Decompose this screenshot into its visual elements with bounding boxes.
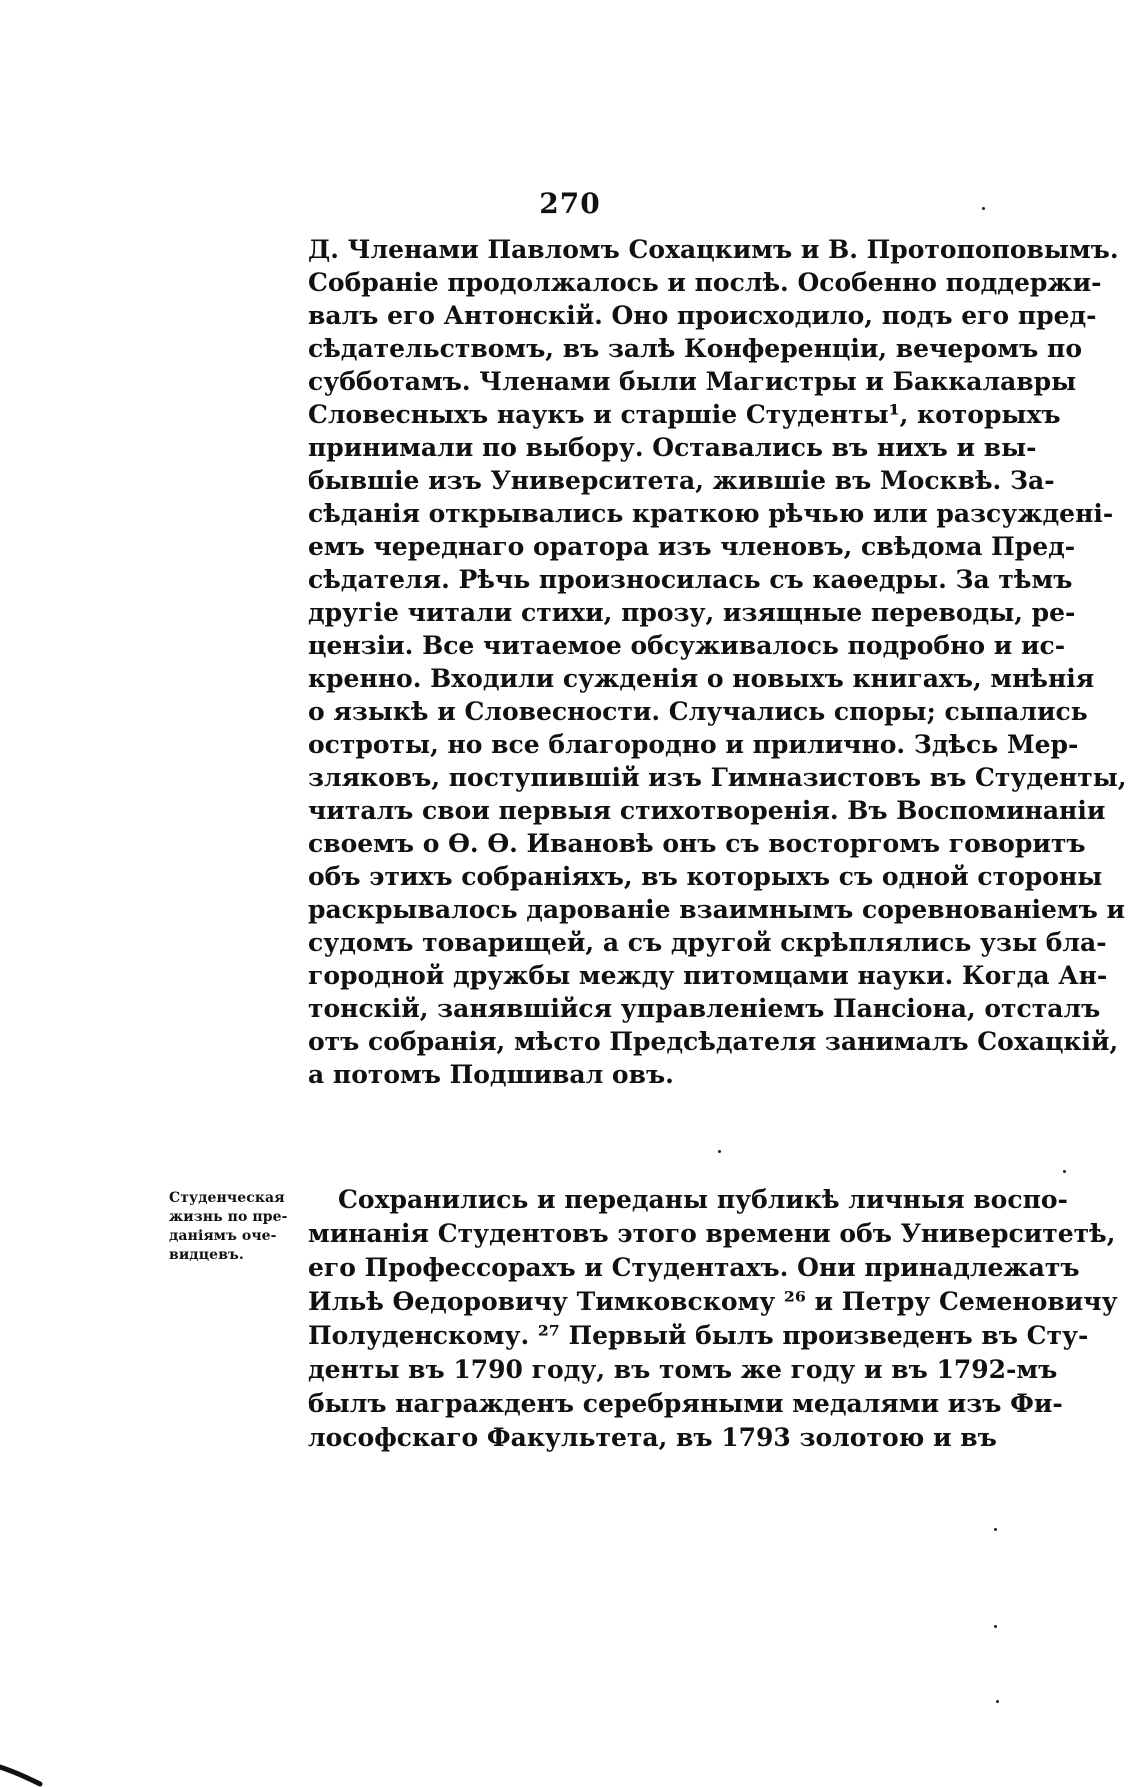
text-line: раскрывалось дарованіе взаимнымъ соревнованіемъ и xyxy=(308,895,1126,924)
text-line: объ этихъ собраніяхъ, въ которыхъ съ одной стороны xyxy=(308,862,1103,891)
text-line: былъ награжденъ серебряными медалями изъ Фи- xyxy=(308,1389,1063,1418)
text-line: лософскаго Факультета, въ 1793 золотою и въ xyxy=(308,1423,997,1452)
text-line: валъ его Антонскій. Оно происходило, подъ его пред- xyxy=(308,301,1097,330)
marginal-note-line: Студенческая xyxy=(169,1190,285,1206)
scan-speck xyxy=(982,207,985,210)
marginal-note-line: жизнь по пре- xyxy=(169,1209,288,1225)
text-line: а потомъ Подшивал овъ. xyxy=(308,1060,674,1089)
text-line: минанія Студентовъ этого времени объ Университетѣ, xyxy=(308,1219,1116,1248)
marginal-note-line: видцевъ. xyxy=(169,1247,244,1263)
text-line: субботамъ. Членами были Магистры и Баккалавры xyxy=(308,367,1077,396)
text-line: судомъ товарищей, а съ другой скрѣплялись узы бла- xyxy=(308,928,1107,957)
text-line: сѣдательствомъ, въ залѣ Конференціи, вечеромъ по xyxy=(308,334,1082,363)
text-line: городной дружбы между питомцами науки. Когда Ан- xyxy=(308,961,1108,990)
text-line: цензіи. Все читаемое обсуживалось подробно и ис- xyxy=(308,631,1066,660)
text-line: принимали по выбору. Оставались въ нихъ и вы- xyxy=(308,433,1037,462)
scan-speck xyxy=(996,1700,999,1703)
text-line: тонскій, занявшійся управленіемъ Пансіона, отсталъ xyxy=(308,994,1101,1023)
scan-speck xyxy=(718,1150,721,1153)
scan-edge-mark xyxy=(0,1763,46,1787)
marginal-note-line: даніямъ оче- xyxy=(169,1228,277,1244)
text-line: другіе читали стихи, прозу, изящные переводы, ре- xyxy=(308,598,1076,627)
page-number: 270 xyxy=(539,187,601,220)
text-line: своемъ о Ѳ. Ѳ. Ивановѣ онъ съ восторгомъ говоритъ xyxy=(308,829,1086,858)
text-line: сѣданія открывались краткою рѣчью или разсужденi- xyxy=(308,499,1114,528)
text-line: Полуденскому. ²⁷ Первый былъ произведенъ въ Сту- xyxy=(308,1321,1089,1350)
text-line: Ильѣ Ѳедоровичу Тимковскому ²⁶ и Петру Семеновичу xyxy=(308,1287,1118,1316)
text-line: Словесныхъ наукъ и старшіе Студенты¹, которыхъ xyxy=(308,400,1061,429)
text-line: о языкѣ и Словесности. Случались споры; сыпались xyxy=(308,697,1088,726)
text-line: денты въ 1790 году, въ томъ же году и въ 1792-мъ xyxy=(308,1355,1058,1384)
scan-speck xyxy=(1063,1170,1066,1173)
text-line: кренно. Входили сужденія о новыхъ книгахъ, мнѣнія xyxy=(308,664,1095,693)
text-line: отъ собранія, мѣсто Предсѣдателя занималъ Сохацкій, xyxy=(308,1027,1119,1056)
scan-speck xyxy=(994,1528,997,1531)
text-line: сѣдателя. Рѣчь произносилась съ каѳедры. За тѣмъ xyxy=(308,565,1073,594)
text-line: бывшіе изъ Университета, жившіе въ Москвѣ. За- xyxy=(308,466,1055,495)
text-line: Сохранились и переданы публикѣ личныя воспо- xyxy=(338,1185,1068,1214)
text-line: читалъ свои первыя стихотворенія. Въ Воспоминаніи xyxy=(308,796,1106,825)
text-line: Д. Членами Павломъ Сохацкимъ и В. Протопоповымъ. xyxy=(308,235,1119,264)
text-line: остроты, но все благородно и прилично. Здѣсь Мер- xyxy=(308,730,1079,759)
text-line: Собраніе продолжалось и послѣ. Особенно поддержи- xyxy=(308,268,1102,297)
scan-speck xyxy=(994,1625,997,1628)
text-line: емъ череднаго оратора изъ членовъ, свѣдома Пред- xyxy=(308,532,1076,561)
text-line: его Профессорахъ и Студентахъ. Они принадлежатъ xyxy=(308,1253,1080,1282)
text-line: зляковъ, поступившій изъ Гимназистовъ въ Студенты, xyxy=(308,763,1127,792)
